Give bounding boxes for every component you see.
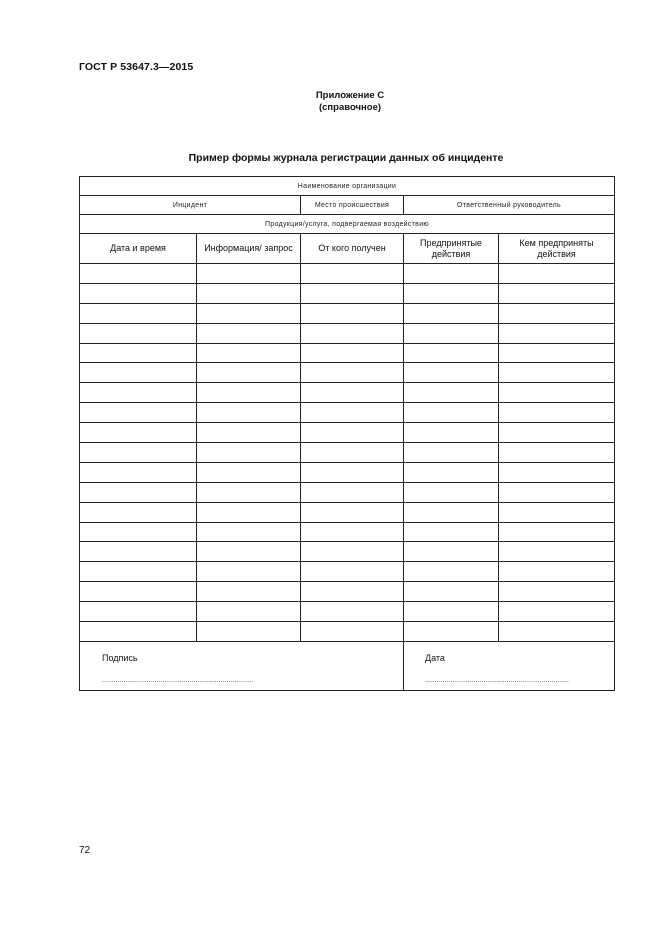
incident-label: Инцидент	[80, 196, 301, 215]
table-cell	[499, 522, 615, 542]
manager-label: Ответственный руководитель	[404, 196, 615, 215]
incident-journal-table	[79, 176, 615, 691]
table-cell	[197, 542, 301, 562]
table-row	[80, 622, 615, 642]
table-cell	[404, 602, 499, 622]
table-cell	[197, 482, 301, 502]
table-cell	[197, 522, 301, 542]
table-cell	[301, 462, 404, 482]
table-cell	[499, 423, 615, 443]
table-cell	[80, 582, 197, 602]
table-cell	[404, 582, 499, 602]
table-cell	[80, 303, 197, 323]
table-row	[80, 482, 615, 502]
table-row	[80, 443, 615, 463]
table-row	[80, 602, 615, 622]
table-cell	[80, 443, 197, 463]
table-cell	[404, 323, 499, 343]
location-label: Место происшествия	[301, 196, 404, 215]
table-cell	[80, 482, 197, 502]
table-cell	[499, 562, 615, 582]
table-cell	[499, 443, 615, 463]
table-cell	[404, 363, 499, 383]
table-row	[80, 542, 615, 562]
table-cell	[197, 283, 301, 303]
table-cell	[404, 482, 499, 502]
signature-label: Подпись	[102, 652, 138, 663]
table-cell	[404, 403, 499, 423]
table-cell	[301, 482, 404, 502]
table-row	[80, 303, 615, 323]
table-cell	[301, 443, 404, 463]
table-cell	[404, 502, 499, 522]
page-number: 72	[79, 845, 91, 856]
column-header: Дата и время	[80, 234, 197, 264]
table-cell	[499, 323, 615, 343]
table-cell	[197, 622, 301, 642]
table-cell	[404, 462, 499, 482]
table-row	[80, 502, 615, 522]
table-cell	[499, 482, 615, 502]
table-cell	[197, 363, 301, 383]
table-cell	[301, 602, 404, 622]
organization-label: Наименование организации	[80, 177, 615, 196]
table-row	[80, 264, 615, 284]
table-cell	[301, 264, 404, 284]
table-cell	[404, 542, 499, 562]
table-cell	[197, 403, 301, 423]
table-row	[80, 582, 615, 602]
table-cell	[499, 264, 615, 284]
table-cell	[499, 462, 615, 482]
table-cell	[197, 582, 301, 602]
incident-row	[80, 196, 615, 215]
table-cell	[80, 323, 197, 343]
table-row	[80, 562, 615, 582]
signature-row	[80, 641, 615, 690]
table-cell	[197, 423, 301, 443]
table-cell	[80, 283, 197, 303]
table-cell	[80, 622, 197, 642]
table-cell	[197, 323, 301, 343]
table-cell	[404, 264, 499, 284]
table-cell	[197, 602, 301, 622]
table-cell	[80, 423, 197, 443]
table-cell	[301, 562, 404, 582]
table-row	[80, 423, 615, 443]
table-row	[80, 522, 615, 542]
table-cell	[197, 462, 301, 482]
form-title: Пример формы журнала регистрации данных об инциденте	[188, 152, 504, 164]
annex-title: Приложение С	[315, 90, 385, 101]
table-cell	[301, 423, 404, 443]
table-cell	[499, 283, 615, 303]
table-cell	[301, 622, 404, 642]
table-cell	[197, 383, 301, 403]
table-cell	[197, 303, 301, 323]
date-line: ..........................................................................	[425, 676, 569, 684]
table-row	[80, 403, 615, 423]
table-cell	[80, 522, 197, 542]
table-cell	[80, 343, 197, 363]
product-row	[80, 215, 615, 234]
table-cell	[404, 622, 499, 642]
table-cell	[499, 303, 615, 323]
table-cell	[499, 502, 615, 522]
table-cell	[80, 403, 197, 423]
table-cell	[499, 602, 615, 622]
table-cell	[301, 323, 404, 343]
table-cell	[301, 502, 404, 522]
table-cell	[197, 343, 301, 363]
table-row	[80, 323, 615, 343]
table-cell	[197, 502, 301, 522]
table-cell	[80, 363, 197, 383]
table-row	[80, 383, 615, 403]
table-cell	[499, 383, 615, 403]
table-cell	[301, 403, 404, 423]
table-cell	[80, 542, 197, 562]
table-cell	[301, 343, 404, 363]
table-cell	[404, 383, 499, 403]
table-cell	[404, 443, 499, 463]
table-cell	[80, 264, 197, 284]
table-cell	[404, 343, 499, 363]
table-cell	[301, 303, 404, 323]
date-cell	[404, 641, 615, 690]
table-cell	[499, 343, 615, 363]
table-cell	[80, 383, 197, 403]
table-cell	[499, 363, 615, 383]
column-header: От кого получен	[301, 234, 404, 264]
table-cell	[404, 522, 499, 542]
table-cell	[499, 542, 615, 562]
table-cell	[80, 602, 197, 622]
table-cell	[301, 522, 404, 542]
table-cell	[301, 542, 404, 562]
table-row	[80, 343, 615, 363]
organization-row	[80, 177, 615, 196]
table-cell	[404, 283, 499, 303]
table-cell	[80, 462, 197, 482]
table-cell	[301, 363, 404, 383]
table-cell	[499, 582, 615, 602]
signature-line: ..............................................................................	[102, 676, 254, 684]
signature-cell	[80, 641, 404, 690]
table-cell	[301, 283, 404, 303]
table-cell	[301, 582, 404, 602]
column-header: Кем предприняты действия	[499, 234, 615, 264]
table-row	[80, 283, 615, 303]
table-cell	[404, 562, 499, 582]
product-label: Продукция/услуга, подвергаемая воздействию	[80, 215, 615, 234]
column-header: Предпринятые действия	[404, 234, 499, 264]
table-cell	[404, 303, 499, 323]
column-header-row	[80, 234, 615, 264]
table-row	[80, 363, 615, 383]
table-cell	[499, 403, 615, 423]
table-cell	[197, 264, 301, 284]
table-cell	[80, 562, 197, 582]
table-cell	[80, 502, 197, 522]
standard-designation: ГОСТ Р 53647.3—2015	[79, 61, 194, 73]
column-header: Информация/ запрос	[197, 234, 301, 264]
table-row	[80, 462, 615, 482]
table-cell	[197, 443, 301, 463]
annex-subtitle: (справочное)	[318, 102, 382, 113]
table-cell	[499, 622, 615, 642]
table-cell	[404, 423, 499, 443]
table-cell	[197, 562, 301, 582]
annex-heading	[0, 90, 661, 114]
table-cell	[301, 383, 404, 403]
date-label: Дата	[425, 652, 445, 663]
